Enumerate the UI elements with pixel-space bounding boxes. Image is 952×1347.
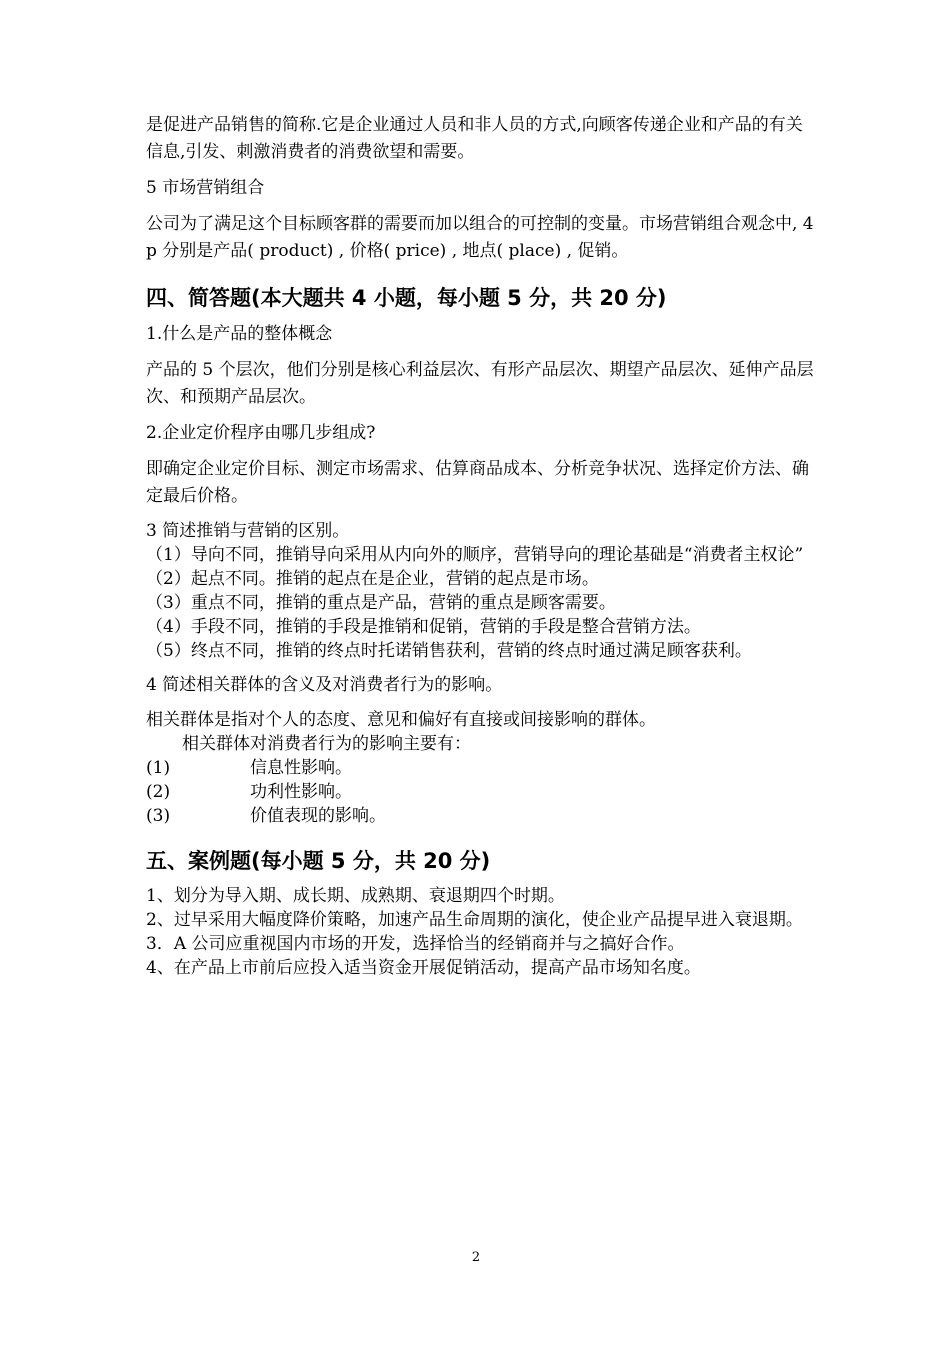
page-content <box>146 112 814 980</box>
q4-definition: 相关群体是指对个人的态度、意见和偏好有直接或间接影响的群体。 <box>146 710 656 730</box>
q4-effect-text: 信息性影响。 <box>250 758 352 778</box>
case-answer: 4、在产品上市前后应投入适当资金开展促销活动，提高产品市场知名度。 <box>146 958 701 978</box>
section-5-heading: 五、案例题(每小题 5 分，共 20 分) <box>146 849 491 873</box>
page-number: 2 <box>471 1250 481 1265</box>
q3-point: （1）导向不同，推销导向采用从内向外的顺序，营销导向的理论基础是“消费者主权论” <box>146 545 804 565</box>
q4-effect-row <box>146 780 814 804</box>
q3-point: （2）起点不同。推销的起点在是企业，营销的起点是市场。 <box>146 569 599 589</box>
q4-effect-number: (1) <box>146 758 171 778</box>
q4-effect-text: 功利性影响。 <box>250 782 352 802</box>
q4-effect-number: (2) <box>146 782 171 802</box>
item-5-body: 公司为了满足这个目标顾客群的需要而加以组合的可控制的变量。市场营销组合观念中, 4p 分别是产品( product) , 价格( price) , 地点( place) , 促销。 <box>146 214 814 261</box>
case-answer: 3．A 公司应重视国内市场的开发，选择恰当的经销商并与之搞好合作。 <box>146 934 685 954</box>
q3-point: （3）重点不同，推销的重点是产品，营销的重点是顾客需要。 <box>146 593 616 613</box>
q4-effect-row <box>146 756 814 780</box>
q4-effect-row <box>146 804 814 828</box>
q1-answer: 产品的 5 个层次，他们分别是核心利益层次、有形产品层次、期望产品层次、延伸产品层次、和预期产品层次。 <box>146 360 814 407</box>
q2-title: 2.企业定价程序由哪几步组成? <box>146 423 376 443</box>
case-answer: 2、过早采用大幅度降价策略，加速产品生命周期的演化，使企业产品提早进入衰退期。 <box>146 910 803 930</box>
case-answer: 1、划分为导入期、成长期、成熟期、衰退期四个时期。 <box>146 886 565 906</box>
q3-point: （4）手段不同，推销的手段是推销和促销，营销的手段是整合营销方法。 <box>146 617 701 637</box>
section-4-heading: 四、简答题(本大题共 4 小题，每小题 5 分，共 20 分) <box>146 286 667 310</box>
q2-answer: 即确定企业定价目标、测定市场需求、估算商品成本、分析竞争状况、选择定价方法、确定最后价格。 <box>146 459 809 506</box>
q3-title: 3 简述推销与营销的区别。 <box>146 521 350 541</box>
q4-effect-number: (3) <box>146 806 171 826</box>
q4-intro: 相关群体对消费者行为的影响主要有： <box>182 734 471 754</box>
promotion-definition: 是促进产品销售的简称.它是企业通过人员和非人员的方式,向顾客传递企业和产品的有关信息,引发、刺激消费者的消费欲望和需要。 <box>146 115 803 162</box>
q3-point: （5）终点不同，推销的终点时托诺销售获利，营销的终点时通过满足顾客获利。 <box>146 641 752 661</box>
item-5-title: 5 市场营销组合 <box>146 178 265 198</box>
q4-title: 4 简述相关群体的含义及对消费者行为的影响。 <box>146 675 503 695</box>
q4-effect-text: 价值表现的影响。 <box>250 806 386 826</box>
q1-title: 1.什么是产品的整体概念 <box>146 324 333 344</box>
